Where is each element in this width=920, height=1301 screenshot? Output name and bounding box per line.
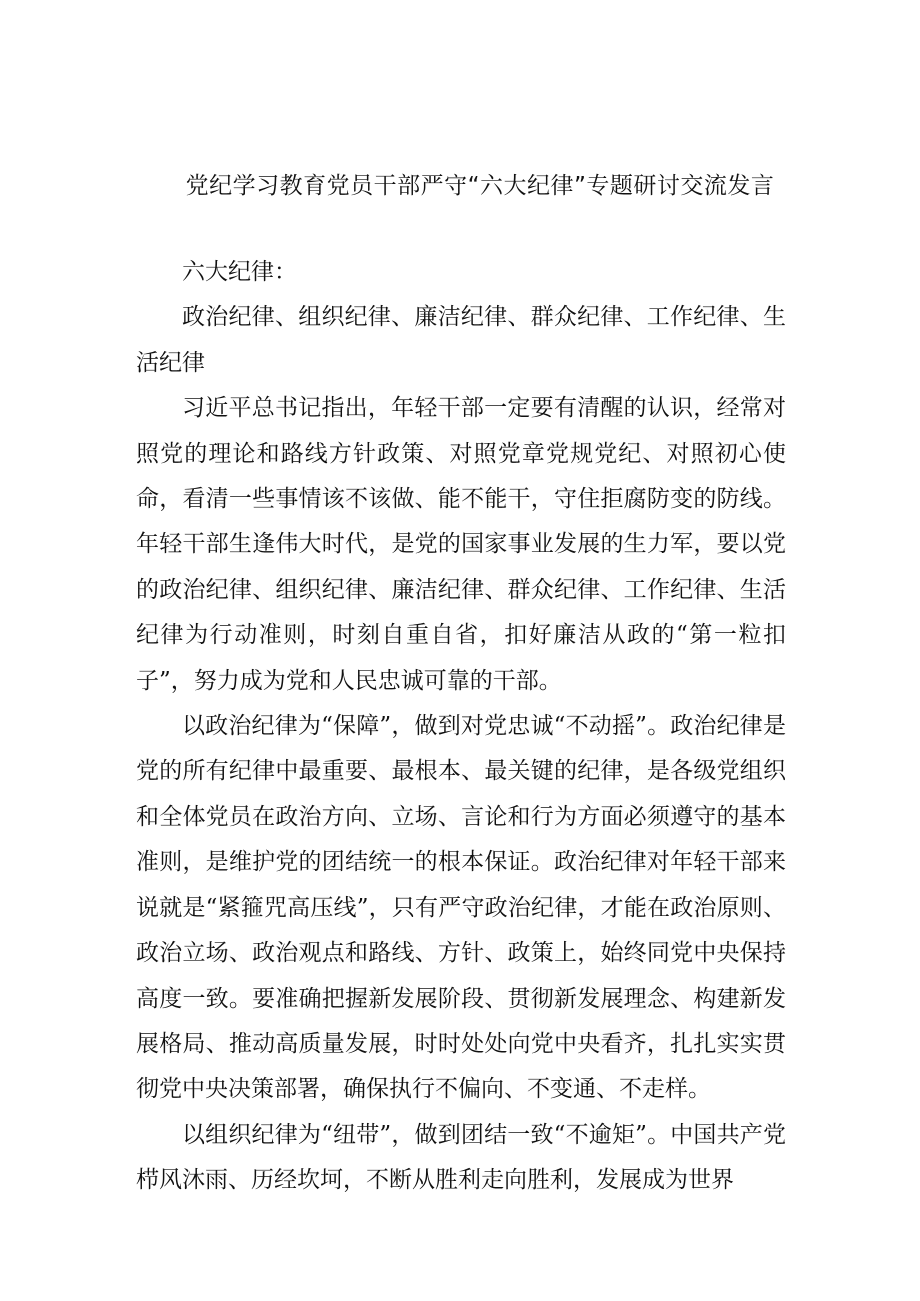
document-body [136, 250, 786, 1204]
paragraph-organizational-discipline: 以组织纪律为“纽带”，做到团结一致“不逾矩”。中国共产党栉风沐雨、历经坎坷，不断从胜利走向胜利，发展成为世界 [136, 1121, 786, 1194]
paragraph-intro: 习近平总书记指出，年轻干部一定要有清醒的认识，经常对照党的理论和路线方针政策、对照党章党规党纪、对照初心使命，看清一些事情该不该做、能不能干，守住拒腐防变的防线。年轻干部生逢伟大时代，是党的国家事业发展的生力军，要以党的政治纪律、组织纪律、廉洁纪律、群众纪律、工作纪律、生活纪律为行动准则，时刻自重自省，扣好廉洁从政的“第一粒扣子”，努力成为党和人民忠诚可靠的干部。 [136, 395, 786, 694]
document-title: 党纪学习教育党员干部严守“六大纪律”专题研讨交流发言 [185, 173, 775, 199]
paragraph-political-discipline: 以政治纪律为“保障”，做到对党忠诚“不动摇”。政治纪律是党的所有纪律中最重要、最根本、最关键的纪律，是各级党组织和全体党员在政治方向、立场、言论和行为方面必须遵守的基本准则，是维护党的团结统一的根本保证。政治纪律对年轻干部来说就是“紧箍咒高压线”，只有严守政治纪律，才能在政治原则、政治立场、政治观点和路线、方针、政策上，始终同党中央保持高度一致。要准确把握新发展阶段、贯彻新发展理念、构建新发展格局、推动高质量发展，时时处处向党中央看齐，扎扎实实贯彻党中央决策部署，确保执行不偏向、不变通、不走样。 [136, 713, 786, 1103]
paragraph-heading-six-disciplines: 六大纪律： [182, 259, 297, 285]
paragraph-discipline-list: 政治纪律、组织纪律、廉洁纪律、群众纪律、工作纪律、生活纪律 [136, 304, 786, 376]
